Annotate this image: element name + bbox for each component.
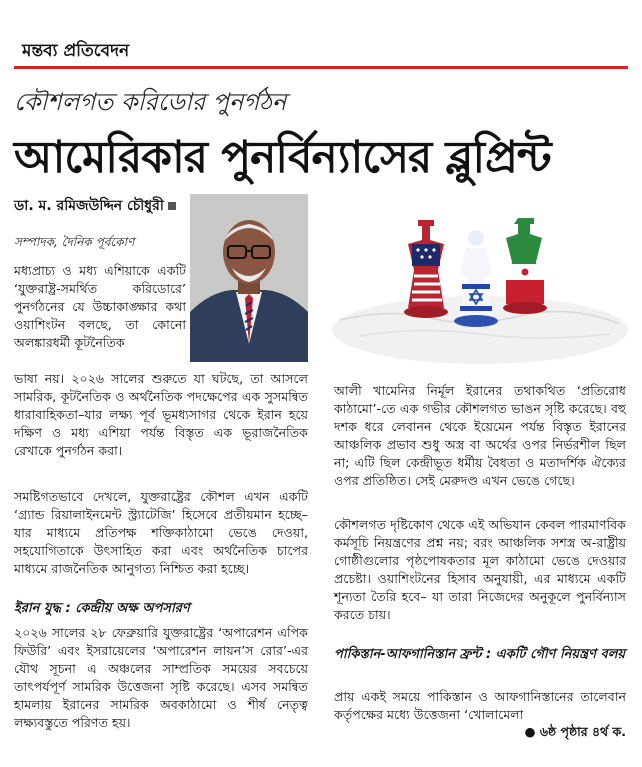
author-name: ডা. ম. রমিজউদ্দিন চৌধুরী (14, 198, 164, 214)
author-portrait-icon (190, 194, 308, 362)
chess-illustration (330, 200, 628, 372)
israel-queen-piece (454, 230, 498, 327)
section-label: মন্তব্য প্রতিবেদন (22, 41, 130, 61)
chess-pieces-icon (330, 200, 628, 372)
subhead-pakistan-afghanistan: পাকিস্তান-আফগানিস্তান ফ্রন্ট : একটি গৌণ নিয়ন্ত্রণ বলয় (334, 647, 626, 662)
iran-king-piece (503, 218, 547, 314)
paragraph-3: ২০২৬ সালের ২৮ ফেব্রুয়ারি যুক্তরাষ্ট্রের ‘অপারেশন এপিক ফিউরি’ এবং ইসরায়েলের ‘অপারেশন লায়ন’স রোর’-এর যৌথ সূচনা এ অঞ্চলের সাম্প্রতিক সময়ের সবচেয়ে তাৎপর্যপূর্ণ সামরিক উত্তেজনা সৃষ্টি করেছে। এসব সমন্বিত হামলায় ইরানের সামরিক অবকাঠামো ও শীর্ষ নেতৃত্ব লক্ষ্যবস্তুতে পরিণত হয়। (14, 625, 308, 730)
usa-king-piece (404, 220, 448, 318)
continued-reference[interactable]: ● ৬ষ্ঠ পৃষ্ঠার ৪র্থ ক. (524, 724, 626, 739)
subhead-iran-war: ইরান যুদ্ধ : কেন্দ্রীয় অক্ষ অপসারণ (14, 601, 190, 616)
author-role: সম্পাদক, দৈনিক পূর্বকোণ (14, 235, 135, 249)
author-byline (14, 194, 176, 218)
headline: আমেরিকার পুনর্বিন্যাসের ব্লুপ্রিন্ট (14, 132, 551, 183)
square-bullet-icon (168, 202, 176, 210)
paragraph-right-2: কৌশলগত দৃষ্টিকোণ থেকে এই অভিযান কেবল পারমাণবিক কর্মসূচি নিয়ন্ত্রণের প্রশ্ন নয়; বরং আঞ্চলিক সশস্ত্র অ-রাষ্ট্রীয় গোষ্ঠীগুলোর পৃষ্ঠপোষকতার মূল কাঠামো ভেঙে দেওয়ার প্রচেষ্টা। ওয়াশিংটনের হিসাব অনুযায়ী, এর মাধ্যমে একটি শূন্যতা তৈরি হবে– যা তারা নিজেদের অনুকূলে পুনর্বিন্যাস করতে চায়। (334, 517, 626, 622)
kicker: কৌশলগত করিডোর পুনর্গঠন (14, 88, 287, 116)
red-rule-divider (14, 66, 628, 69)
paragraph-1-intro: মধ্যপ্রাচ্য ও মধ্য এশিয়াকে একটি ‘যুক্তরাষ্ট্র-সমর্থিত করিডোরে’ পুনর্গঠনের যে উচ্চাকাঙ্ক্ষার কথা ওয়াশিংটন বলছে, তা কোনো অলঙ্কারধর্মী কূটনৈতিক (14, 263, 186, 350)
author-photo (190, 194, 308, 362)
paragraph-1-continued: ভাষা নয়। ২০২৬ সালের শুরুতে যা ঘটছে, তা আসলে সামরিক, কূটনৈতিক ও অর্থনৈতিক পদক্ষেপের এক সুসমন্বিত ধারাবাহিকতা–যার লক্ষ্য পূর্ব ভূমধ্যসাগর থেকে ইরান হয়ে দক্ষিণ ও মধ্য এশিয়া পর্যন্ত বিস্তৃত এক ভূরাজনৈতিক রেখাকে পুনর্গঠন করা। (14, 371, 308, 458)
paragraph-right-3: প্রায় একই সময়ে পাকিস্তান ও আফগানিস্তানের তালেবান কর্তৃপক্ষের মধ্যে উত্তেজনা ‘খোলামেলা (334, 689, 626, 722)
paragraph-right-1: আলী খামেনির নির্মূল ইরানের তথাকথিত ‘প্রতিরোধ কাঠামো’-তে এক গভীর কৌশলগত ভাঙন সৃষ্টি করেছে। বহু দশক ধরে লেবানন থেকে ইয়েমেন পর্যন্ত বিস্তৃত ইরানের আঞ্চলিক প্রভাব শুধু অস্ত্র বা অর্থের ওপর নির্ভরশীল ছিল না; এটি ছিল কেন্দ্রীভূত ধর্মীয় বৈধতা ও মতাদর্শিক ঐক্যের ওপর প্রতিষ্ঠিত। সেই মেরুদণ্ড এখন ভেঙে গেছে। (334, 383, 626, 488)
paragraph-2: সমষ্টিগতভাবে দেখলে, যুক্তরাষ্ট্রের কৌশল এখন একটি ‘গ্র্যান্ড রিয়ালাইনমেন্ট স্ট্র্যাটেজি’ হিসেবে প্রতীয়মান হচ্ছে–যার মাধ্যমে প্রতিপক্ষ শক্তিকাঠামো ভেঙে দেওয়া, সহযোগিতাকে উৎসাহিত করা এবং অর্থনৈতিক চাপের মাধ্যমে রাজনৈতিক আনুগত্য নিশ্চিত করা হচ্ছে। (14, 489, 308, 576)
